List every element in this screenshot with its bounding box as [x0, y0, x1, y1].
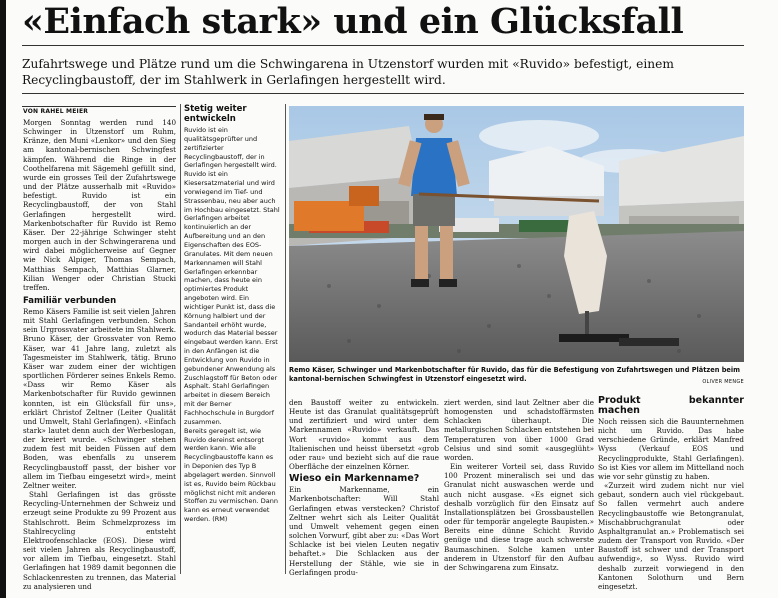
col4-paragraph-1: ziert werden, sind laut Zeltner aber die homogensten und schadstoffärmsten Schlacken überhaupt. Die metallurgischen Schlacken entstehen bei Temperaturen von über 1000 Grad Celsius und sind somit «ausgeglüht» worden.: [444, 398, 594, 462]
sidebar-paragraph-1: Ruvido ist ein qualitätsgeprüfter und zertifizierter Recyclingbaustoff, der in Gerlafingen hergestellt wird. Ruvido ist ein Kiesersatzmaterial und wird vorwiegend im Tief- und Strassenbau, neu aber auch im Hochbau eingesetzt. Stahl Gerlafingen arbeitet kontinuierlich an der Aufbereitung und an den Eigenschaften des EOS-Granulates. Mit dem neuen Markennamen will Stahl Gerlafingen erkennbar machen, dass heute ein optimiertes Produkt angeboten wird. Ein wichtiger Punkt ist, dass die Körnung halbiert und der Sandanteil erhöht wurde, wodurch das Material besser eingebaut werden kann. Erst in den Anfängen ist die Entwicklung von Ruvido in gebundener Anwendung als Zuschlagstoff für Beton oder Asphalt. Stahl Gerlafingen arbeitet in diesem Bereich mit der Berner Fachhochschule in Burgdorf zusammen.: [184, 126, 280, 426]
lead-rule: [22, 93, 744, 94]
column-3: [289, 398, 439, 577]
col1-paragraph-3: Stahl Gerlafingen ist das grösste Recycling-Unternehmen der Schweiz und erzeugt seine Produkte zu 99 Prozent aus Stahlschrott. Beim Schmelzprozess im Stahlrecycling entsteht Elektroofenschlacke (EOS). Diese wird seit vielen Jahren als Recyclingbaustoff, vor allem im Tiefbau, eingesetzt. Stahl Gerlafingen hat 1989 damit begonnen die Schlackenresten zu trennen, das Material zu analysieren und: [23, 490, 176, 591]
sidebar-column: [184, 126, 281, 524]
article-photo: [289, 106, 744, 362]
subheading-familiar: Familiär verbunden: [23, 295, 117, 306]
subheading-markenname: Wieso ein Markenname?: [289, 473, 420, 485]
column-1: [23, 118, 176, 591]
column-5: [598, 396, 744, 591]
photo-credit: OLIVER MENGE: [702, 379, 744, 385]
col4-paragraph-2: Ein weiterer Vorteil sei, dass Ruvido 100 Prozent mineralisch sei und das Granulat nicht auswaschen werde und auch nicht ausgase. «Es eignet sich deshalb vorzüglich für den Einsatz auf Installationsplätzen bei Grossbaustellen oder für temporär angelegte Baupisten.» Bereits eine dünne Schicht Ruvido genüge und diese trage auch schwerste Baumaschinen. Solche kamen unter anderem in Utzenstorf für den Aufbau der Schwingarena zum Einsatz.: [444, 462, 594, 572]
article-title: «Einfach stark» und ein Glücksfall: [22, 1, 684, 42]
sidebar-heading: Stetig weiter entwickeln: [184, 104, 247, 124]
col5-paragraph-2: «Zurzeit wird zudem nicht nur viel gebaut, sondern auch viel rückgebaut. So fallen vermehrt auch andere Recyclingbaustoffe wie Betongranulat, Mischabbruchgranulat oder Asphaltgranulat an.» Problematisch sei zudem der Transport von Ruvido. «Der Baustoff ist schwer und der Transport aufwendig», so Wyss. Ruvido wird deshalb zurzeit vorwiegend in den Kantonen Solothurn und Bern eingesetzt.: [598, 481, 744, 591]
photo-caption: Remo Käser, Schwinger und Markenbotschafter für Ruvido, das für die Befestigung von Zufahrtswegen und Plätzen beim kantonal-bernischen Schwingfest in Utzenstorf eingesetzt wird.: [289, 366, 741, 383]
sidebar-paragraph-2: Bereits geregelt ist, wie Ruvido dereinst entsorgt werden kann. Wie alle Recyclingbaustoffe kann es in Deponien des Typ B abgelagert werden. Sinnvoll ist es, Ruvido beim Rückbau möglichst nicht mit anderen Stoffen zu vermischen. Dann kann es erneut verwendet werden. (RM): [184, 426, 279, 524]
sidebar-divider: [285, 104, 286, 574]
subheading-produkt: Produkt bekannter machen: [598, 395, 744, 416]
column-4: [444, 398, 594, 572]
photo-illustration: [289, 106, 744, 362]
col3-paragraph-1: den Baustoff weiter zu entwickeln. Heute ist das Granulat qualitätsgeprüft und zertifiziert und wird unter dem Markennamen «Ruvido» verkauft. Das Wort «ruvido» kommt aus dem Italienischen und heisst übersetzt «grob oder rau» und bezieht sich auf die raue Oberfläche der einzelnen Körner.: [289, 398, 439, 472]
col1-paragraph-1: Morgen Sonntag werden rund 140 Schwinger in Utzenstorf um Ruhm, Kränze, den Muni «Lenkor» und den Sieg am kantonal-bernischen Schwingfest kämpfen. Während die Ringe in der Coothelfarena mit Sägemehl gefüllt sind, wurde ein grosses Teil der Zufahrtswege und der Plätze ausserhalb mit «Ruvido» befestigt. Ruvido ist ein Recyclingbaustoff, der von Stahl Gerlafingen hergestellt wird. Markenbotschafter für Ruvido ist Remo Käser. Der 22-jährige Schwinger steht morgen auch in der Schwingerarena und wird dabei möglicherweise auf Gegner wie Nick Alpiger, Thomas Sempach, Matthias Sempach, Matthias Glarner, Kilian Wenger oder Christian Stucki treffen.: [23, 118, 176, 292]
col1-paragraph-2: Remo Käsers Familie ist seit vielen Jahren mit Stahl Gerlafingen verbunden. Schon sein Urgrossvater arbeitete im Stahlwerk. Bruno Käser, der Grossvater von Remo Käser, war 41 Jahre lang, zuletzt als Tagesmeister im Stahlwerk, tätig. Bruno Käser war zudem einer der wichtigen sportlichen Förderer seines Enkels Remo. «Dass wir Remo Käser als Markenbotschafter für Ruvido gewinnen konnten, ist ein Glücksfall für uns», erklärt Christof Zeltner (Leiter Qualität und Umwelt, Stahl Gerlafingen). «Einfach stark» lautet denn auch der Werbeslogan, der kreiert wurde. «Schwinger stehen zudem fest mit beiden Füssen auf dem Boden, was ebenfalls zu unserem Recyclingbaustoff passt, der bisher vor allem im Tiefbau eingesetzt wird», meint Zeltner weiter.: [23, 306, 176, 490]
title-rule: [22, 45, 744, 46]
page-edge-bar: [0, 0, 6, 598]
col5-paragraph-1: Noch reissen sich die Bauunternehmen nicht um Ruvido. Das habe verschiedene Gründe, erklärt Manfred Wyss (Verkauf EOS und Recyclingprodukte, Stahl Gerlafingen). So ist Kies vor allem im Mittelland noch wie vor sehr günstig zu haben.: [598, 417, 744, 481]
col3-paragraph-2: Ein Markenname, ein Markenbotschafter: Will Stahl Gerlafingen etwas verstecken? Christof Zeltner wehrt sich als Leiter Qualität und Umwelt vehement gegen einen solchen Vorwurf, gibt aber zu: «Das Wort Schlacke ist bei vielen Leuten negativ behaftet.» Die Schlacken aus der Herstellung der Stähle, wie sie in Gerlafingen produ-: [289, 485, 439, 577]
column-divider: [180, 104, 181, 574]
byline: VON RAHEL MEIER: [23, 108, 89, 115]
article-lead: Zufahrtswege und Plätze rund um die Schwingarena in Utzenstorf wurden mit «Ruvido» befestigt, einem Recyclingbaustoff, der im Stahlwerk in Gerlafingen hergestellt wird.: [22, 57, 674, 87]
byline-rule: [22, 106, 176, 107]
